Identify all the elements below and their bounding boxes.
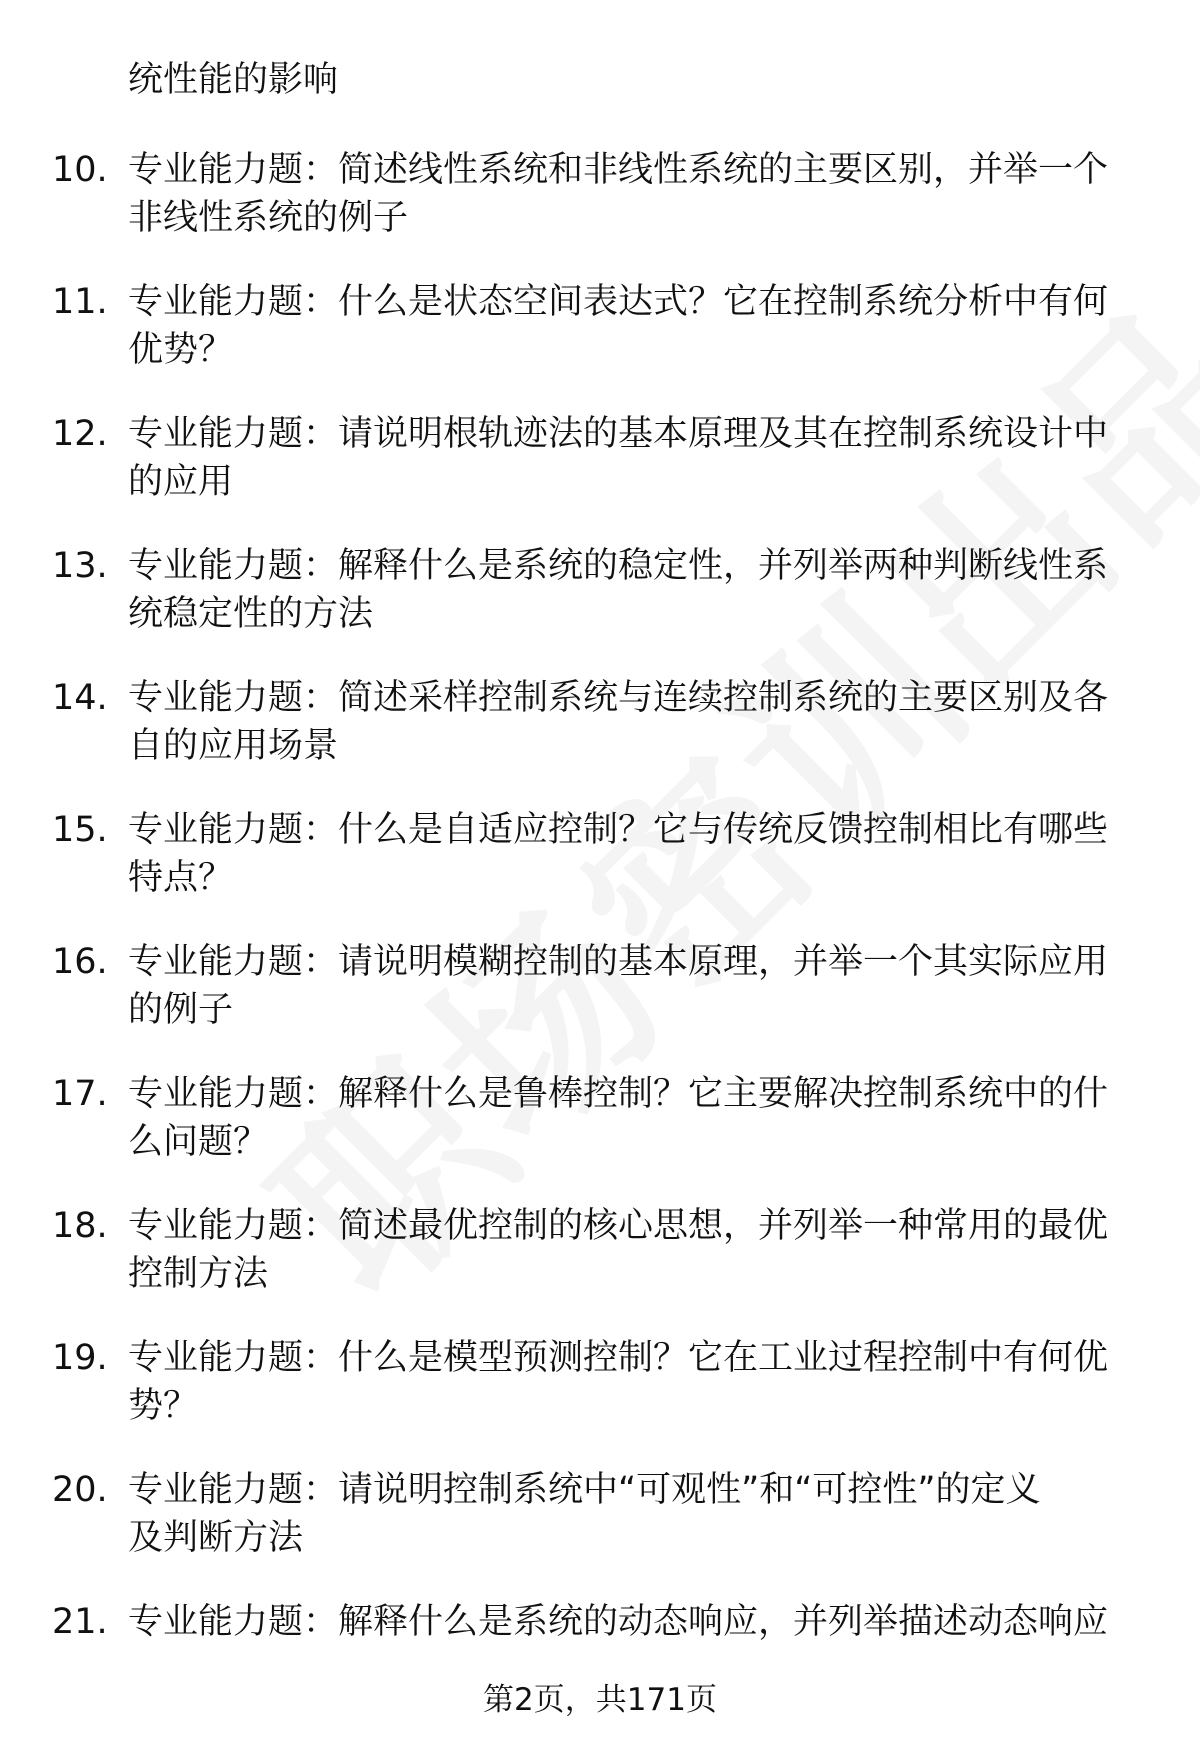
item-line-1: 专业能力题：解释什么是鲁棒控制？它主要解决控制系统中的什 <box>128 1074 1109 1114</box>
item-number: 12. <box>52 414 108 454</box>
list-item <box>0 674 1200 806</box>
item-line-2: 及判断方法 <box>128 1518 304 1558</box>
item-line-2: 统稳定性的方法 <box>128 594 374 634</box>
list-item <box>0 1070 1200 1202</box>
list-item <box>0 1466 1200 1598</box>
item-line-2: 非线性系统的例子 <box>128 198 409 238</box>
item-text <box>128 410 1138 506</box>
item-line-1: 专业能力题：解释什么是系统的稳定性，并列举两种判断线性系 <box>128 546 1109 586</box>
item-line-2: 的应用 <box>128 462 234 502</box>
continued-line: 统性能的影响 <box>128 60 339 100</box>
list-item <box>0 146 1200 278</box>
item-number: 21. <box>52 1602 108 1642</box>
list-item <box>0 1202 1200 1334</box>
item-text <box>128 1466 1138 1562</box>
item-number: 19. <box>52 1338 108 1378</box>
item-line-2: 特点？ <box>128 858 234 898</box>
item-text <box>128 1070 1138 1166</box>
item-line-2: 自的应用场景 <box>128 726 339 766</box>
item-text <box>128 278 1138 374</box>
item-line-1: 专业能力题：什么是模型预测控制？它在工业过程控制中有何优 <box>128 1338 1109 1378</box>
list-item <box>0 278 1200 410</box>
item-line-2: 的例子 <box>128 990 234 1030</box>
item-number: 14. <box>52 678 108 718</box>
item-line-1: 专业能力题：简述采样控制系统与连续控制系统的主要区别及各 <box>128 678 1109 718</box>
item-text <box>128 1598 1138 1646</box>
item-number: 10. <box>52 150 108 190</box>
item-line-1: 专业能力题：请说明模糊控制的基本原理，并举一个其实际应用 <box>128 942 1109 982</box>
item-line-1: 专业能力题：请说明根轨迹法的基本原理及其在控制系统设计中 <box>128 414 1109 454</box>
question-list <box>0 146 1200 1730</box>
item-text <box>128 146 1138 242</box>
item-line-2: 么问题？ <box>128 1122 269 1162</box>
item-line-1: 专业能力题：什么是状态空间表达式？它在控制系统分析中有何 <box>128 282 1109 322</box>
item-line-1: 专业能力题：解释什么是系统的动态响应，并列举描述动态响应 <box>128 1602 1109 1642</box>
item-number: 16. <box>52 942 108 982</box>
item-line-2: 势？ <box>128 1386 199 1426</box>
item-text <box>128 674 1138 770</box>
item-text <box>128 1202 1138 1298</box>
item-number: 17. <box>52 1074 108 1114</box>
item-text <box>128 938 1138 1034</box>
item-line-1: 专业能力题：简述最优控制的核心思想，并列举一种常用的最优 <box>128 1206 1109 1246</box>
item-text <box>128 542 1138 638</box>
item-text <box>128 1334 1138 1430</box>
item-text <box>128 806 1138 902</box>
item-line-1: 专业能力题：什么是自适应控制？它与传统反馈控制相比有哪些 <box>128 810 1109 850</box>
list-item <box>0 938 1200 1070</box>
item-number: 20. <box>52 1470 108 1510</box>
list-item <box>0 1334 1200 1466</box>
list-item <box>0 410 1200 542</box>
item-line-2: 优势？ <box>128 330 234 370</box>
item-number: 15. <box>52 810 108 850</box>
list-item <box>0 542 1200 674</box>
item-line-2: 控制方法 <box>128 1254 269 1294</box>
list-item <box>0 806 1200 938</box>
item-number: 18. <box>52 1206 108 1246</box>
item-line-1: 专业能力题：简述线性系统和非线性系统的主要区别，并举一个 <box>128 150 1109 190</box>
item-number: 11. <box>52 282 108 322</box>
page-footer: 第2页，共171页 <box>483 1682 717 1718</box>
item-number: 13. <box>52 546 108 586</box>
item-line-1: 专业能力题：请说明控制系统中“可观性”和“可控性”的定义 <box>128 1470 1041 1510</box>
